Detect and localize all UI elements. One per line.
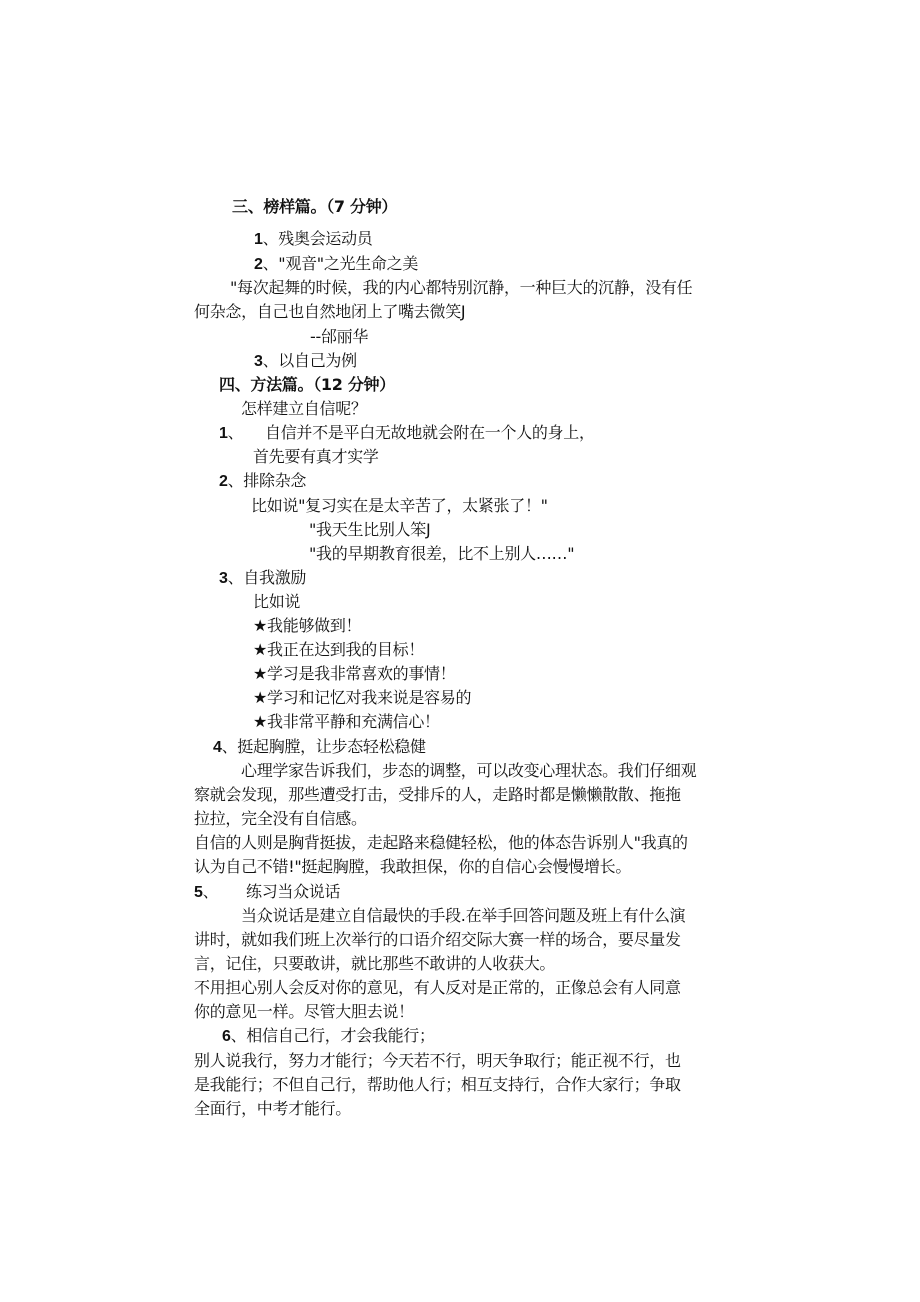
- star-item: ★我正在达到我的目标！: [253, 640, 425, 659]
- question-text: 怎样建立自信呢？: [241, 399, 367, 418]
- paragraph-line: 自信的人则是胸背挺拔，走起路来稳健轻松，他的体态告诉别人"我真的: [194, 833, 688, 852]
- paragraph-line: 拉拉，完全没有自信感。: [194, 809, 367, 828]
- example-line: "我的早期教育很差，比不上别人……": [309, 544, 575, 563]
- star-item: ★我非常平静和充满信心！: [253, 712, 440, 731]
- list-item: 2、"观音"之光生命之美: [254, 254, 419, 273]
- paragraph-line: 全面行，中考才能行。: [194, 1099, 352, 1118]
- paragraph-line: 当众说话是建立自信最快的手段.在举手回答问题及班上有什么演: [241, 906, 686, 925]
- example-line: "我天生比别人笨J: [309, 520, 431, 539]
- method-item-1: 1、: [219, 423, 244, 442]
- section-4-title: 四、方法篇。（12 分钟）: [219, 375, 395, 394]
- quote-attribution: --邰丽华: [310, 327, 369, 346]
- paragraph-line: 别人说我行，努力才能行；今天若不行，明天争取行；能正视不行，也: [194, 1051, 681, 1070]
- section-3-title: 三、榜样篇。（7 分钟）: [232, 197, 398, 216]
- list-item: 3、以自己为例: [254, 351, 357, 370]
- method-item-5: 5、: [194, 882, 219, 901]
- paragraph-line: 讲时，就如我们班上次举行的口语介绍交际大赛一样的场合，要尽量发: [194, 930, 681, 949]
- example-line: 比如说"复习实在是太辛苦了，太紧张了！": [251, 496, 548, 515]
- example-intro: 比如说: [253, 592, 301, 611]
- list-item: 1、残奥会运动员: [254, 229, 373, 248]
- star-item: ★我能够做到！: [253, 616, 362, 635]
- method-item-5-text: 练习当众说话: [246, 882, 341, 901]
- quote-line: 何杂念，自己也自然地闭上了嘴去微笑J: [194, 302, 466, 321]
- method-item-2: 2、排除杂念: [219, 471, 307, 490]
- paragraph-line: 心理学家告诉我们，步态的调整，可以改变心理状态。我们仔细观: [241, 761, 697, 780]
- paragraph-line: 你的意见一样。尽管大胆去说！: [194, 1002, 414, 1021]
- paragraph-line: 言，记住，只要敢讲，就比那些不敢讲的人收获大。: [194, 954, 556, 973]
- star-item: ★学习和记忆对我来说是容易的: [253, 688, 472, 707]
- paragraph-line: 察就会发现，那些遭受打击，受排斥的人，走路时都是懒懒散散、拖拖: [194, 785, 681, 804]
- method-item-1-text: 自信并不是平白无故地就会附在一个人的身上，: [265, 423, 595, 442]
- method-item-4: 4、挺起胸膛，让步态轻松稳健: [213, 737, 426, 756]
- paragraph-line: 认为自己不错!"挺起胸膛，我敢担保，你的自信心会慢慢增长。: [194, 857, 632, 876]
- method-item-6: 6、相信自己行，才会我能行；: [222, 1026, 435, 1045]
- quote-line: "每次起舞的时候，我的内心都特别沉静，一种巨大的沉静，没有任: [230, 278, 693, 297]
- star-item: ★学习是我非常喜欢的事情！: [253, 664, 456, 683]
- paragraph-line: 不用担心别人会反对你的意见，有人反对是正常的，正像总会有人同意: [194, 978, 681, 997]
- method-item-3: 3、自我激励: [219, 568, 307, 587]
- method-item-1-line2: 首先要有真才实学: [253, 447, 379, 466]
- paragraph-line: 是我能行；不但自己行，帮助他人行；相互支持行，合作大家行；争取: [194, 1075, 681, 1094]
